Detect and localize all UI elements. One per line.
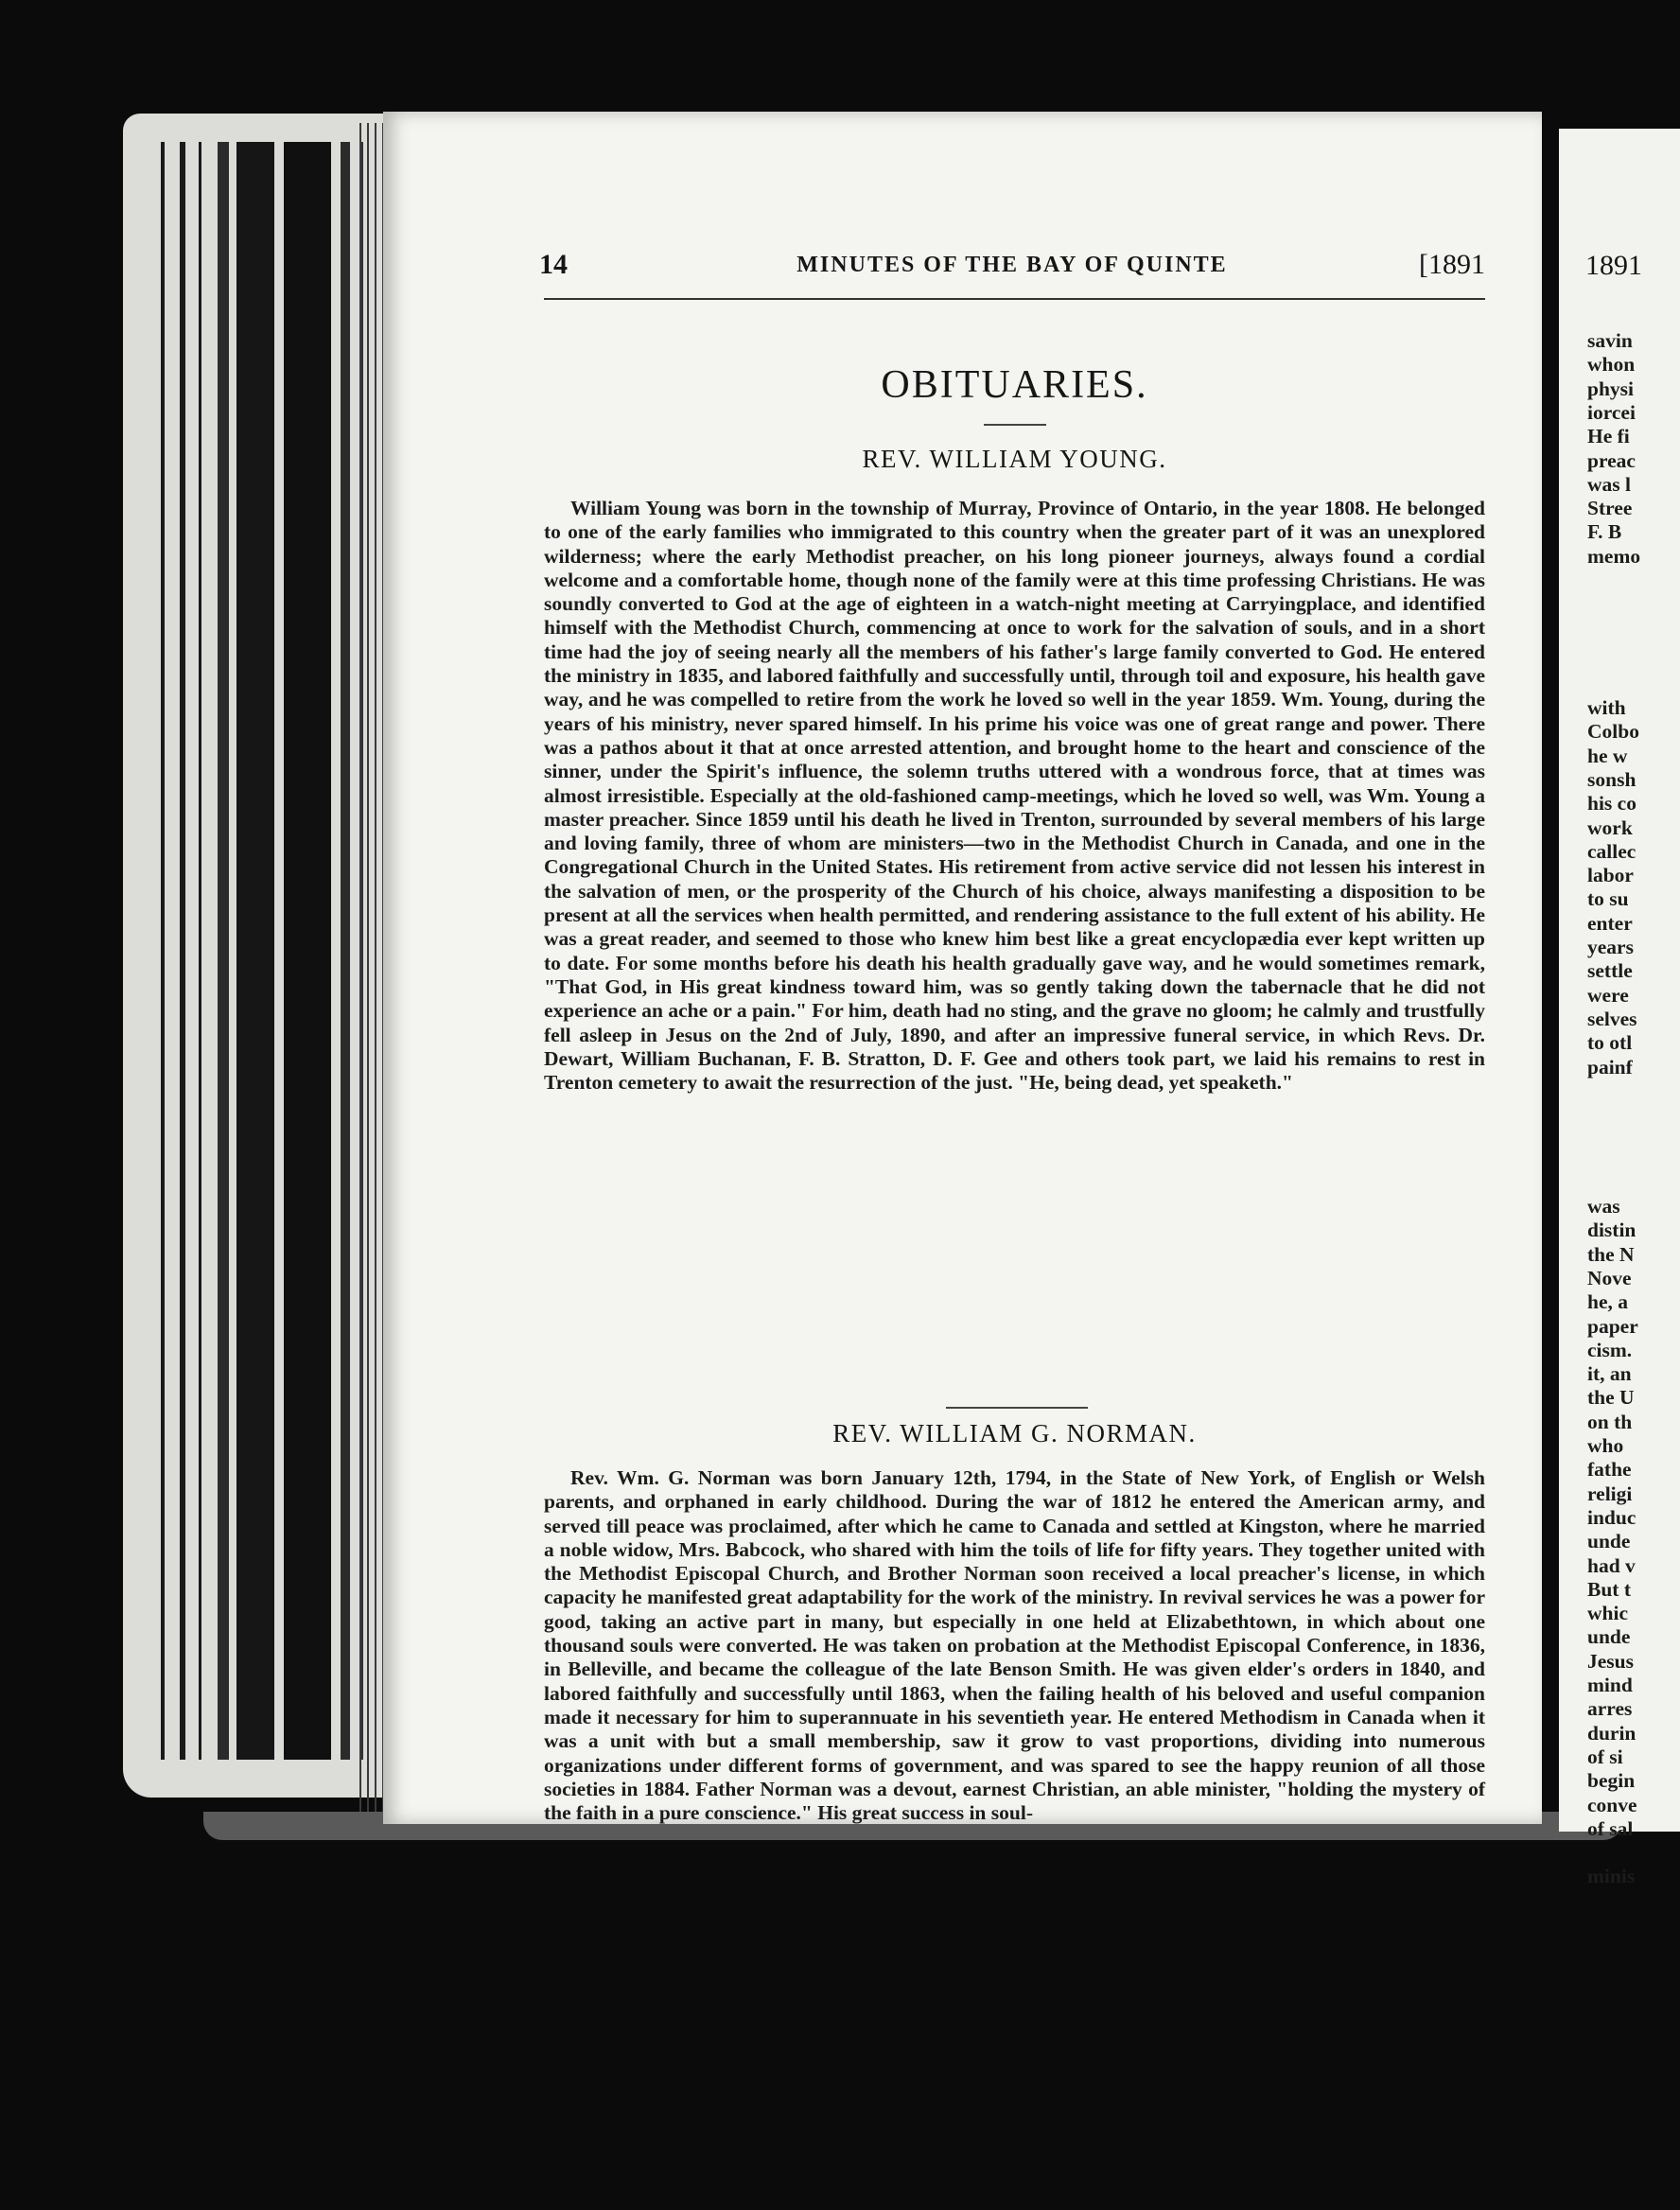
facing-page-line: to su: [1587, 887, 1629, 911]
title-rule: [984, 424, 1046, 426]
header-rule: [544, 298, 1485, 300]
facing-page-line: distin: [1587, 1219, 1636, 1242]
facing-page-line: memo: [1587, 544, 1641, 568]
facing-page-line: savin: [1587, 329, 1633, 352]
facing-page-line: Stree: [1587, 497, 1633, 520]
obituary-separator: [946, 1407, 1088, 1409]
running-head: [539, 249, 1485, 287]
obituary-text: Rev. Wm. G. Norman was born January 12th, 1794, in the State of New York, of English or Welsh parents, and orphaned in early childhood. During the war of 1812 he entered the American army, and served till peace was proclaimed, after which he came to Canada and settled at Kingston, where he married a noble widow, Mrs. Babcock, who shared with him the toils of life for fifty years. They together united with the Methodist Episcopal Church, and Brother Norman soon received a local preacher's license, in which capacity he manifested great adaptability for the work of the ministry. In revival services he was a power for good, taking an active part in many, but especially in one held at Elizabethtown, in which about one thousand souls were converted. He was taken on probation at the Methodist Episcopal Conference, in 1836, in Belleville, and became the colleague of the late Benson Smith. He was given elder's orders in 1840, and labored faithfully and successfully until 1863, when the failing health of his beloved and useful companion made it necessary for him to superannuate in his seventieth year. He entered Methodism in Canada when it was a unit with but a small membership, saw it grow to vast proportions, dividing into numerous organizations under different forms of government, and was spared to see the happy reunion of all those societies in 1884. Father Norman was a devout, earnest Christian, an able minister, "holding the mystery of the faith in a pure conscience." His great success in soul-: [544, 1466, 1485, 1825]
facing-page-line: it, an: [1587, 1362, 1632, 1386]
facing-page-line: enter: [1587, 911, 1633, 935]
facing-page-line: arres: [1587, 1697, 1633, 1721]
facing-page-line: painf: [1587, 1055, 1633, 1079]
facing-page-line: were: [1587, 983, 1629, 1007]
page-edges: [123, 114, 397, 1798]
facing-page-line: Colbo: [1587, 720, 1639, 744]
facing-page-line: with: [1587, 696, 1626, 719]
facing-page-line: F. B: [1587, 520, 1622, 544]
facing-page-line: paper: [1587, 1314, 1638, 1338]
facing-page-line: whon: [1587, 353, 1636, 377]
facing-page-line: who: [1587, 1434, 1624, 1457]
facing-page-line: minis: [1587, 1865, 1636, 1888]
section-title: OBITUARIES.: [881, 363, 1148, 407]
facing-page-line: iorcei: [1587, 400, 1636, 424]
facing-page-line: He fi: [1587, 425, 1630, 448]
facing-page-line: had v: [1587, 1553, 1636, 1577]
facing-page-line: selves: [1587, 1007, 1637, 1030]
facing-page-line: was: [1587, 1195, 1620, 1218]
page-number: 14: [539, 249, 568, 280]
facing-page-line: religi: [1587, 1482, 1633, 1505]
obituary-text: William Young was born in the township of Murray, Province of Ontario, in the year 1808. He belonged to one of the early families who immigrated to this country when the greater part of it was an unexplored wilderness; where the early Methodist preacher, on his long pioneer journeys, always found a cordial welcome and a comfortable home, though none of the family were at this time professing Christians. He was soundly converted to God at the age of eighteen in a watch-night meeting at Carryingplace, and identified himself with the Methodist Church, commencing at once to work for the salvation of souls, and in a short time had the joy of seeing nearly all the members of his father's large family converted to God. He entered the ministry in 1835, and labored faithfully and successfully until, through toil and exposure, his health gave way, and he was compelled to retire from the work he loved so well in the year 1859. Wm. Young, during the years of his ministry, never spared himself. In his prime his voice was one of great range and power. There was a pathos about it that at once arrested attention, and brought home to the heart and conscience of the sinner, under the Spirit's influence, the solemn truths uttered with a wondrous force, that at times was almost irresistible. Especially at the old-fashioned camp-meetings, which he loved so well, was Wm. Young a master preacher. Since 1859 until his death he lived in Trenton, surrounded by several members of his large and loving family, three of whom are ministers—two in the Methodist Church in Canada, and one in the Congregational Church in the United States. His retirement from active service did not lessen his interest in the salvation of men, or the prosperity of the Church of his choice, always manifesting a disposition to be present at all the services when health permitted, and rendering assistance to the full extent of his ability. He was a great reader, and seemed to those who knew him best like a great encyclopædia ever kept written up to date. For some months before his death his health gradually gave way, and he would sometimes remark, "That God, in His great kindness toward him, was so gently taking down the tabernacle that he did not experience an ache or a pain." For him, death had no sting, and the grave no gloom; he calmly and trustfully fell asleep in Jesus on the 2nd of July, 1890, and after an impressive funeral service, in which Revs. Dr. Dewart, William Buchanan, F. B. Stratton, D. F. Gee and others took part, we laid his remains to rest in Trenton cemetery to await the resurrection of the just. "He, being dead, yet speaketh.": [544, 497, 1485, 1095]
facing-page-line: Jesus: [1587, 1649, 1634, 1673]
facing-page-line: the U: [1587, 1386, 1635, 1410]
facing-page-line: mind: [1587, 1674, 1633, 1696]
facing-page-line: begin: [1587, 1769, 1636, 1793]
facing-page-line: to otl: [1587, 1031, 1633, 1055]
facing-page-line: work: [1587, 816, 1633, 839]
facing-page-line: callec: [1587, 839, 1636, 863]
running-title: MINUTES OF THE BAY OF QUINTE: [796, 253, 1228, 277]
facing-page-line: But t: [1587, 1577, 1631, 1601]
facing-page-line: cism.: [1587, 1338, 1633, 1361]
right-page-fragment: [1559, 129, 1680, 1888]
facing-page-line: his co: [1587, 792, 1636, 816]
facing-page-line: labor: [1587, 864, 1634, 887]
facing-page-line: he, a: [1587, 1290, 1628, 1314]
obituary-heading: REV. WILLIAM YOUNG.: [862, 445, 1167, 473]
facing-page-line: preac: [1587, 448, 1636, 472]
facing-page-line: the N: [1587, 1242, 1635, 1266]
facing-page-line: unde: [1587, 1530, 1631, 1553]
facing-page-line: was l: [1587, 472, 1631, 496]
facing-page-line: of sal: [1587, 1816, 1634, 1840]
facing-page-line: on th: [1587, 1410, 1633, 1433]
running-year: [1891: [1419, 249, 1485, 280]
facing-page-line: durin: [1587, 1721, 1636, 1745]
obituary-heading: REV. WILLIAM G. NORMAN.: [832, 1419, 1197, 1447]
facing-page-year: 1891: [1585, 250, 1642, 281]
facing-page-line: unde: [1587, 1625, 1631, 1649]
facing-page-line: whic: [1587, 1602, 1628, 1625]
facing-page-line: settle: [1587, 959, 1633, 983]
facing-page-line: years: [1587, 936, 1634, 958]
facing-page-line: he w: [1587, 744, 1628, 767]
facing-page-line: physi: [1587, 377, 1635, 400]
facing-page-line: of si: [1587, 1745, 1623, 1768]
facing-page-line: Nove: [1587, 1266, 1632, 1289]
facing-page-line: fathe: [1587, 1458, 1632, 1482]
facing-page-line: conve: [1587, 1793, 1637, 1816]
facing-page-line: sonsh: [1587, 767, 1636, 791]
facing-page-line: induc: [1587, 1505, 1636, 1529]
